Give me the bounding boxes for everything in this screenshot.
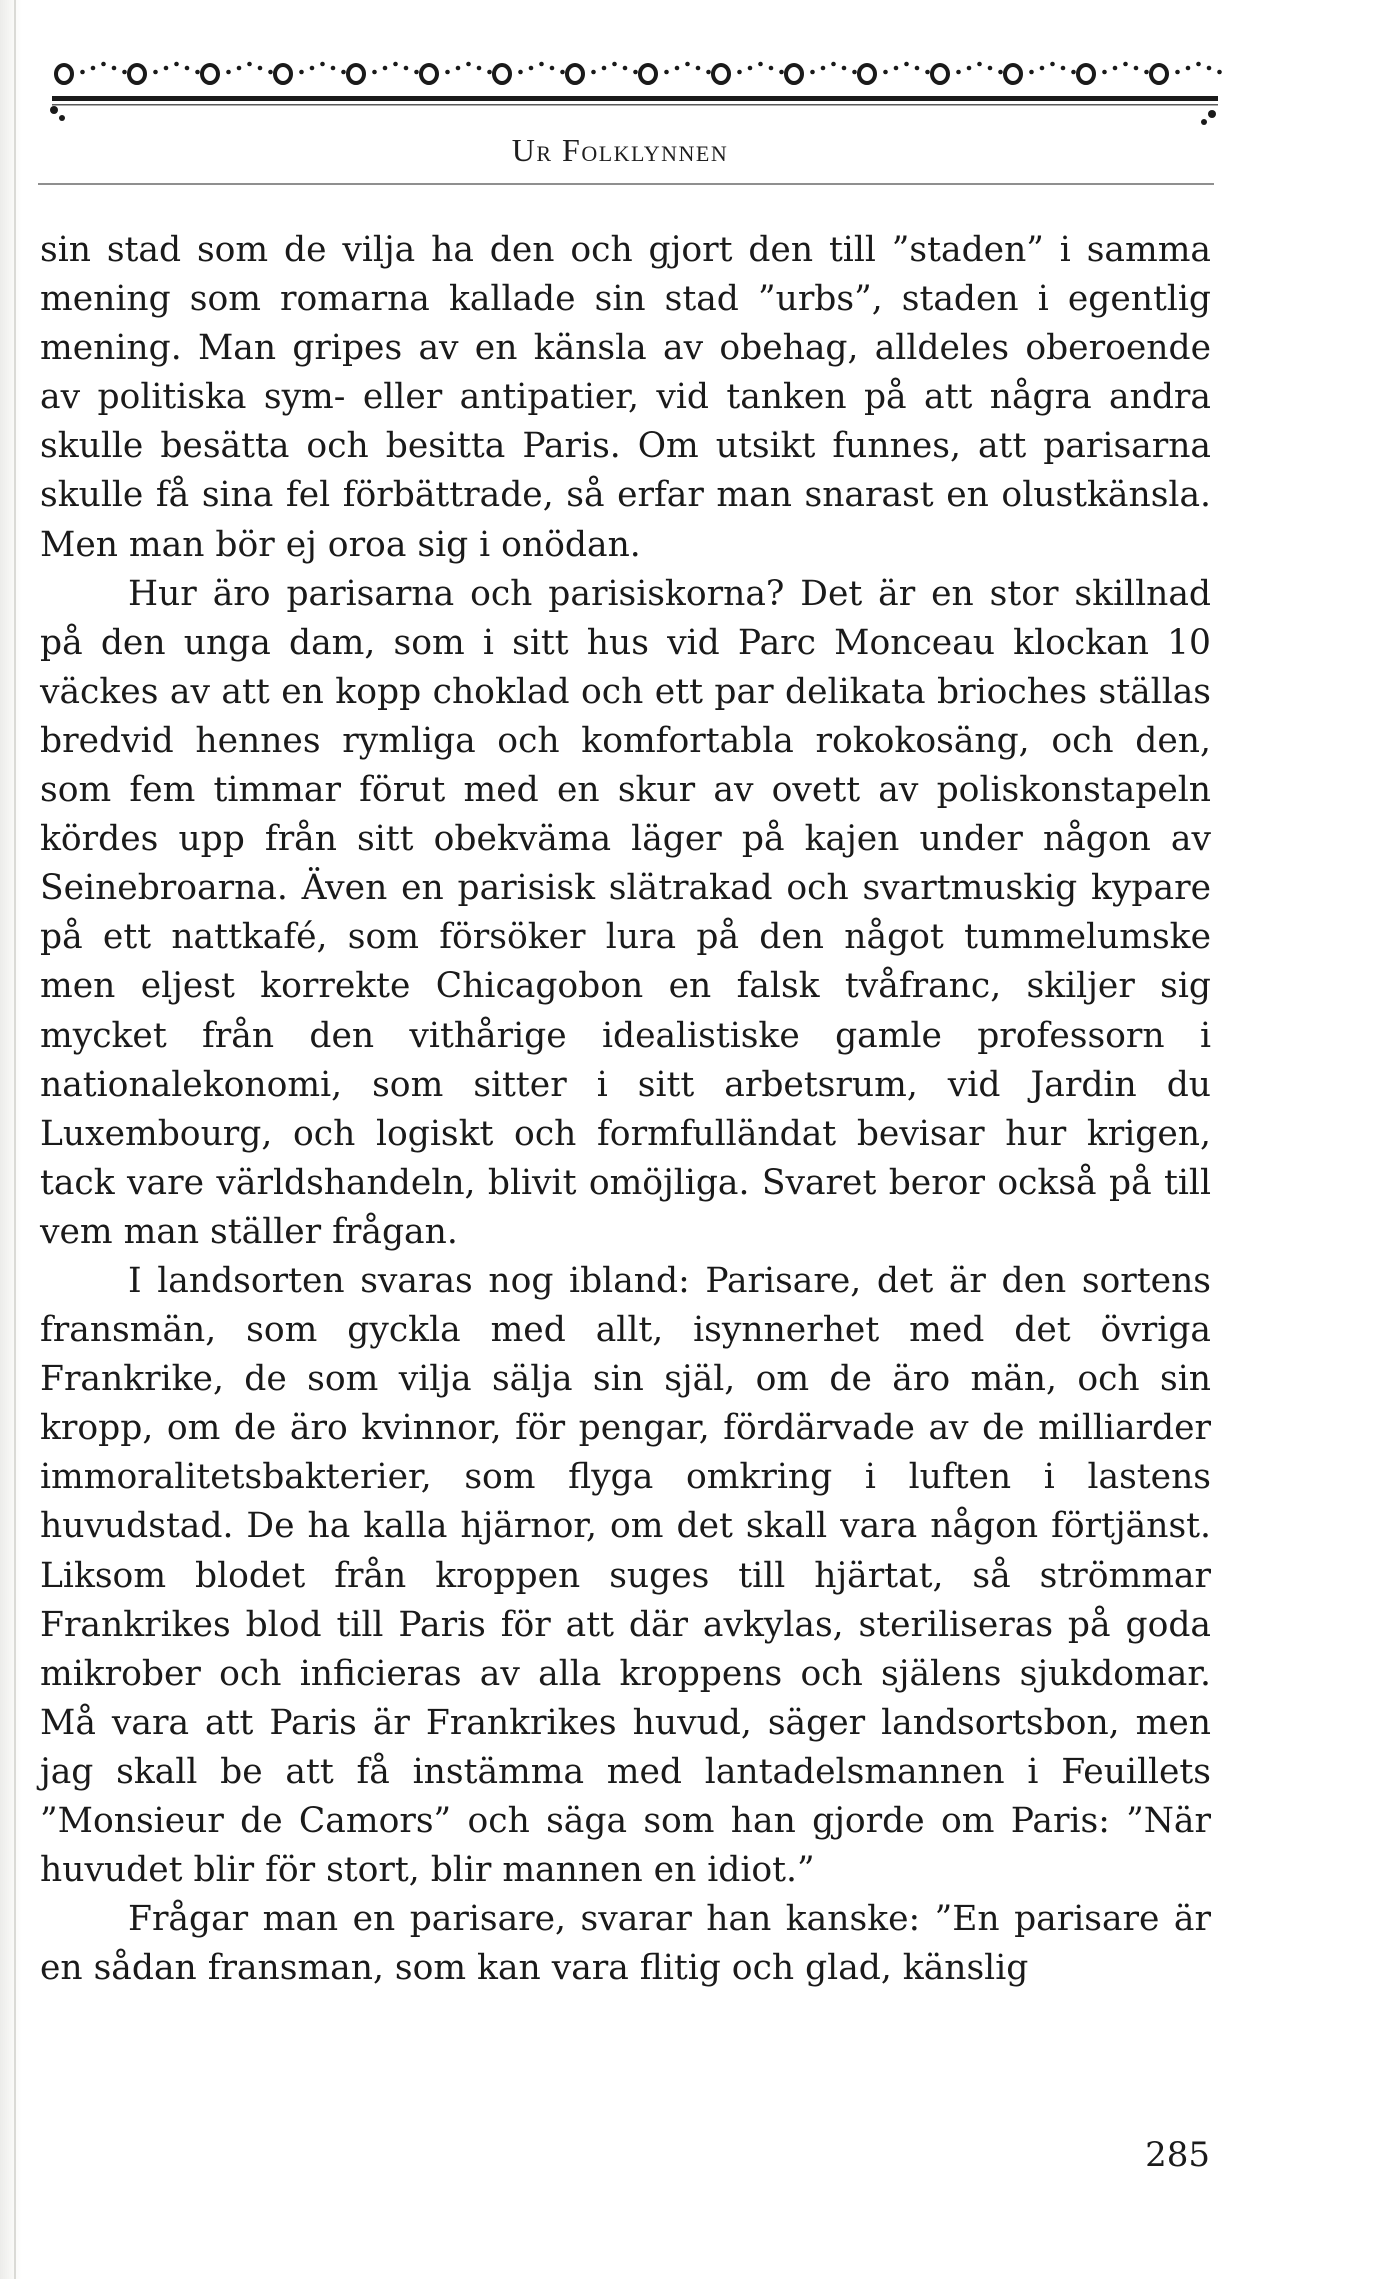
chain-dot [915,66,920,71]
chain-dot [258,66,263,71]
chain-dot [769,66,774,71]
chain-dot [894,66,899,71]
chain-dot [372,70,377,75]
chain-dot [696,66,701,71]
chain-dot [1050,62,1055,67]
chain-dot [195,70,200,75]
chain-dot [831,62,836,67]
chain-dot [331,66,336,71]
paragraph-2: Hur äro parisarna och parisiskorna? Det är en stor skillnad på den unga dam, som i sitt hus vid Parc Monceau klockan 10 väckes av att en kopp choklad och ett par delikata brioches ställas bredvid hennes rymliga och komfortabla rokokosäng, och den, som fem timmar förut med en skur av ovett av poliskonstapeln kördes upp från sitt obekväma läger på kajen under någon av Seinebroarna. Även en parisisk slätrakad och svartmuskig kypare på ett nattkafé, som försöker lura på den något tummelumske men eljest korrekte Chicagobon en falsk tvåfranc, skiljer sig mycket från den vithårige idealistiske gamle professorn i nationalekonomi, som sitter i sitt arbetsrum, vid Jardin du Luxembourg, och logiskt och formfulländat bevisar hur krigen, tack vare världshandeln, blivit omöjliga. Svaret beror också på till vem man ställer frågan. [40,573,1211,1252]
chain-dot [456,66,461,71]
chain-dot [101,62,106,67]
chain-dot [623,66,628,71]
chain-ring [1078,65,1094,83]
chain-dot [664,70,669,75]
decorative-chain-border-icon [44,52,1226,130]
chain-dot [998,70,1003,75]
chain-dot [445,70,450,75]
chain-dot [852,70,857,75]
chain-dot [1144,70,1149,75]
chain-dot [1123,62,1128,67]
chain-dot [268,70,273,75]
chain-dot [591,70,596,75]
chain-dot [633,70,638,75]
chain-dot [904,62,909,67]
chain-dot [842,66,847,71]
chain-dot [477,66,482,71]
chain-ring [275,65,291,83]
chain-ring [1005,65,1021,83]
chain-dot [383,66,388,71]
chain-ring [421,65,437,83]
chain-dot [247,62,252,67]
page-body [40,226,1211,1993]
chain-ring [1151,65,1167,83]
chain-dot [550,66,555,71]
chain-ring [640,65,656,83]
chain-ring [786,65,802,83]
chain-dot [967,66,972,71]
chain-dot [1175,70,1180,75]
chain-dot [675,66,680,71]
chain-dot [706,70,711,75]
chain-dot [226,70,231,75]
chain-dot [310,66,315,71]
chain-dot [810,70,815,75]
chain-ring [56,65,72,83]
chain-dot [1061,66,1066,71]
chain-dot [1217,70,1222,75]
paragraph-1: sin stad som de vilja ha den och gjort den till ”staden” i samma mening som romarna kallade sin stad ”urbs”, staden i egentlig mening. Man gripes av en känsla av obehag, alldeles oberoende av politiska sym- eller antipatier, vid tanken på att några andra skulle besätta och besitta Paris. Om utsikt funnes, att parisarna skulle få sina fel förbättrade, så erfar man snarast en olustkänsla. Men man bör ej oroa sig i onödan. [40,230,1211,565]
page-number: 285 [1145,2135,1210,2175]
chain-dot [529,66,534,71]
chain-dot [539,62,544,67]
chain-dot [174,62,179,67]
chain-dot [602,66,607,71]
chain-dot [91,66,96,71]
chain-ring [932,65,948,83]
paragraph-4: Frågar man en parisare, svarar han kanske: ”En parisare är en sådan fransman, som kan vara flitig och glad, känslig [40,1899,1211,1989]
chain-dot [487,70,492,75]
gutter-line [14,0,16,2279]
chain-dot [518,70,523,75]
chain-dot [1040,66,1045,71]
chain-dot [320,62,325,67]
chain-ring [567,65,583,83]
chain-dot [748,66,753,71]
chain-dot [883,70,888,75]
chain-dot [1196,62,1201,67]
chain-ring [129,65,145,83]
paragraph-3: I landsorten svaras nog ibland: Parisare, det är den sortens fransmän, som gyckla med allt, isynnerhet med det övriga Frankrike, de som vilja sälja sin själ, om de äro män, och sin kropp, om de äro kvinnor, för pengar, fördärvade av de milliarder immoralitetsbakterier, som flyga omkring i luften i lastens huvudstad. De ha kalla hjärnor, om det skall vara någon förtjänst. Liksom blodet från kroppen suges till hjärtat, så strömmar Frankrikes blod till Paris för att där avkylas, steriliseras på goda mikrober och inficieras av alla kroppens och själens sjukdomar. Må vara att Paris är Frankrikes huvud, säger landsortsbon, men jag skall be att få instämma med lantadelsmannen i Feuillets ”Monsieur de Camors” och säga som han gjorde om Paris: ”När huvudet blir för stort, blir mannen en idiot.” [40,1260,1211,1891]
chain-dot [237,66,242,71]
chain-dot [988,66,993,71]
chain-dot [299,70,304,75]
chain-dot [560,70,565,75]
chain-dot [404,66,409,71]
chain-dot [925,70,930,75]
chain-dot [1113,66,1118,71]
chain-dot [1102,70,1107,75]
chain-dot [1071,70,1076,75]
chain-dot [153,70,158,75]
chain-dot [737,70,742,75]
chain-dot [414,70,419,75]
chain-dot [466,62,471,67]
chain-dot [1186,66,1191,71]
chain-dot [1207,66,1212,71]
chain-dot [341,70,346,75]
chain-dot [112,66,117,71]
chain-dot [1134,66,1139,71]
chain-dot [956,70,961,75]
chain-dot [977,62,982,67]
chain-dot [393,62,398,67]
chain-ring [494,65,510,83]
chain-dot [685,62,690,67]
book-spine-shadow [0,0,22,2279]
chain-ring [859,65,875,83]
chain-dot [1029,70,1034,75]
chain-dot [185,66,190,71]
header-rule [38,183,1214,185]
chain-dot [758,62,763,67]
chain-dot [779,70,784,75]
chain-dot [80,70,85,75]
chain-ring [713,65,729,83]
running-header: Ur Folklynnen [511,132,729,168]
chain-dot [821,66,826,71]
chain-dot [122,70,127,75]
chain-ring [348,65,364,83]
chain-dot [164,66,169,71]
chain-dot [612,62,617,67]
chain-ring [202,65,218,83]
